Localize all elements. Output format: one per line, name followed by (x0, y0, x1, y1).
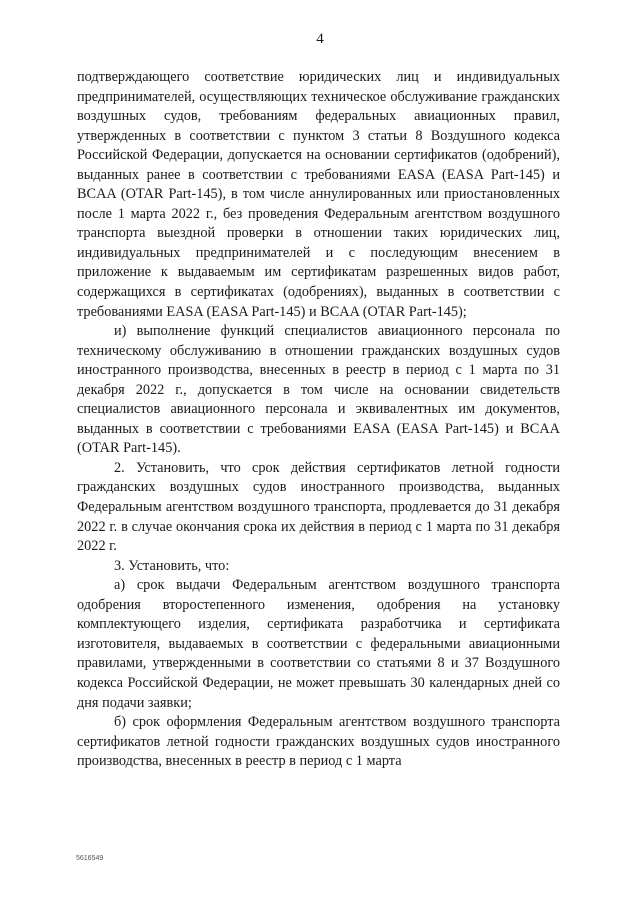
paragraph-continuation: подтверждающего соответствие юридических лиц и индивидуальных предпринимателей, осуществляющих техническое обслуживание гражданских воздушных судов, требованиям федеральных авиационных правил, утвержденных в соответствии с пунктом 3 статьи 8 Воздушного кодекса Российской Федерации, допускается на основании сертификатов (одобрений), выданных ранее в соответствии с требованиями EASA (EASA Part-145) и BCAA (OTAR Part-145), в том числе аннулированных или приостановленных после 1 марта 2022 г., без проведения Федеральным агентством воздушного транспорта выездной проверки в отношении таких юридических лиц, индивидуальных предпринимателей и с последующим внесением в приложение к выдаваемым им сертификатам разрешенных видов работ, содержащихся в сертификатах (одобрениях), выданных в соответствии с требованиями EASA (EASA Part-145) и BCAA (OTAR Part-145); (77, 69, 560, 320)
page-number: 4 (316, 31, 324, 47)
paragraph-item-b: б) срок оформления Федеральным агентством воздушного транспорта сертификатов летной годности гражданских воздушных судов иностранного производства, внесенных в реестр в период с 1 марта (77, 714, 560, 770)
paragraph-item-i: и) выполнение функций специалистов авиационного персонала по техническому обслуживанию в отношении гражданских воздушных судов иностранного производства, внесенных в реестр в период с 1 марта по 31 декабря 2022 г., допускается в том числе на основании свидетельств специалистов авиационного персонала и эквивалентных им документов, выданных в соответствии с требованиями EASA (EASA Part-145) и BCAA (OTAR Part-145). (77, 323, 560, 457)
document-body (77, 68, 560, 772)
paragraph-item-a: а) срок выдачи Федеральным агентством воздушного транспорта одобрения второстепенного изменения, одобрения на установку комплектующего изделия, сертификата разработчика и сертификата изготовителя, выдаваемых в соответствии с федеральными авиационными правилами, утвержденными в соответствии со статьями 8 и 37 Воздушного кодекса Российской Федерации, не может превышать 30 календарных дней со дня подачи заявки; (77, 577, 560, 711)
document-code: 5616549 (76, 855, 104, 862)
paragraph-clause-2: 2. Установить, что срок действия сертификатов летной годности гражданских воздушных судов иностранного производства, выданных Федеральным агентством воздушного транспорта, продлевается до 31 декабря 2022 г. в случае окончания срока их действия в период с 1 марта по 31 декабря 2022 г. (77, 459, 560, 555)
paragraph-clause-3: 3. Установить, что: (114, 557, 230, 574)
